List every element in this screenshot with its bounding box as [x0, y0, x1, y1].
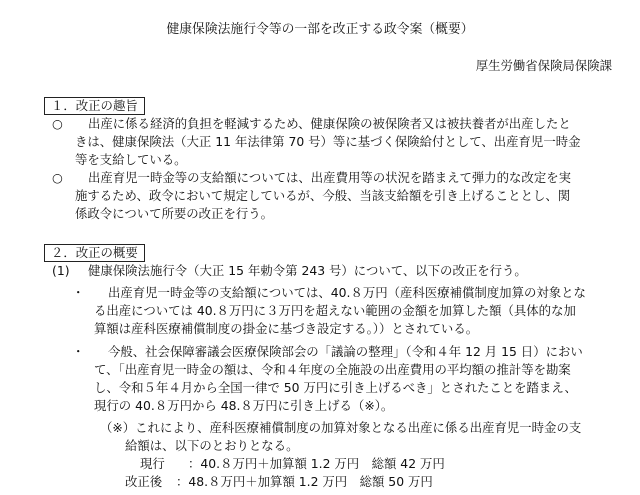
section-2-heading: ２．改正の概要 — [44, 244, 145, 262]
section-2-item-text: 健康保険法施行令（大正 15 年勅令第 243 号）について、以下の改正を行う。 — [88, 263, 527, 278]
section-2-bullet-2-line-1: 今般、社会保障審議会医療保険部会の「議論の整理」（令和４年 12 月 15 日）におい — [108, 344, 583, 359]
section-1-bullet-2-line-1: 出産育児一時金等の支給額については、出産費用等の状況を踏まえて弾力的な改定を実 — [88, 170, 571, 185]
revised-amount-label: 改正後 — [125, 474, 163, 489]
section-2-bullet-2-line-3: し、令和５年４月から全国一律で 50 万円に引き上げるべき」とされたことを踏まえ、 — [94, 380, 577, 395]
section-1-bullet-1-mark: ○ — [52, 116, 63, 131]
section-1-bullet-1-line-2: きは、健康保険法（大正 11 年法律第 70 号）等に基づく保険給付として、出産育児一時金 — [75, 134, 581, 149]
section-1-bullet-1-line-3: 等を支給している。 — [75, 152, 187, 167]
revised-amount-value: ：48.８万円＋加算額 1.2 万円 総額 50 万円 — [176, 474, 433, 489]
note-line-1: （※）これにより、産科医療補償制度の加算対象となる出産に係る出産育児一時金の支 — [100, 420, 582, 435]
current-amount-value: ：40.８万円＋加算額 1.2 万円 総額 42 万円 — [188, 456, 445, 471]
section-2-item-number: (1) — [52, 263, 70, 278]
section-1-bullet-2-line-2: 施するため、政令において規定しているが、今般、当該支給額を引き上げることとし、関 — [75, 188, 571, 203]
section-2-bullet-1-line-2: る出産については 40.８万円に３万円を超えない範囲の金額を加算した額（具体的な加 — [94, 303, 576, 318]
section-1-bullet-1-line-1: 出産に係る経済的負担を軽減するため、健康保険の被保険者又は被扶養者が出産したと — [88, 116, 571, 131]
note-line-2: 給額は、以下のとおりとなる。 — [125, 438, 299, 453]
section-2-bullet-1-line-1: 出産育児一時金等の支給額については、40.８万円（産科医療補償制度加算の対象とな — [108, 285, 586, 300]
section-1-bullet-2-mark: ○ — [52, 170, 63, 185]
section-1-bullet-2-line-3: 係政令について所要の改正を行う。 — [75, 206, 274, 221]
section-2-bullet-1-mark: ・ — [72, 285, 85, 300]
section-2-bullet-2-line-4: 現行の 40.８万円から 48.８万円に引き上げる（※）。 — [94, 398, 394, 413]
section-2-bullet-2-mark: ・ — [72, 344, 85, 359]
section-1-heading: １．改正の趣旨 — [44, 97, 145, 115]
document-title: 健康保険法施行令等の一部を改正する政令案（概要） — [166, 22, 474, 37]
section-2-bullet-1-line-3: 算額は産科医療補償制度の掛金に基づき設定する。））とされている。 — [94, 321, 479, 336]
issuing-organization: 厚生労働省保険局保険課 — [475, 58, 612, 73]
current-amount-label: 現行 — [140, 456, 165, 471]
section-2-bullet-2-line-2: て、「出産育児一時金の額は、令和４年度の全施設の出産費用の平均額の推計等を勘案 — [94, 362, 571, 377]
